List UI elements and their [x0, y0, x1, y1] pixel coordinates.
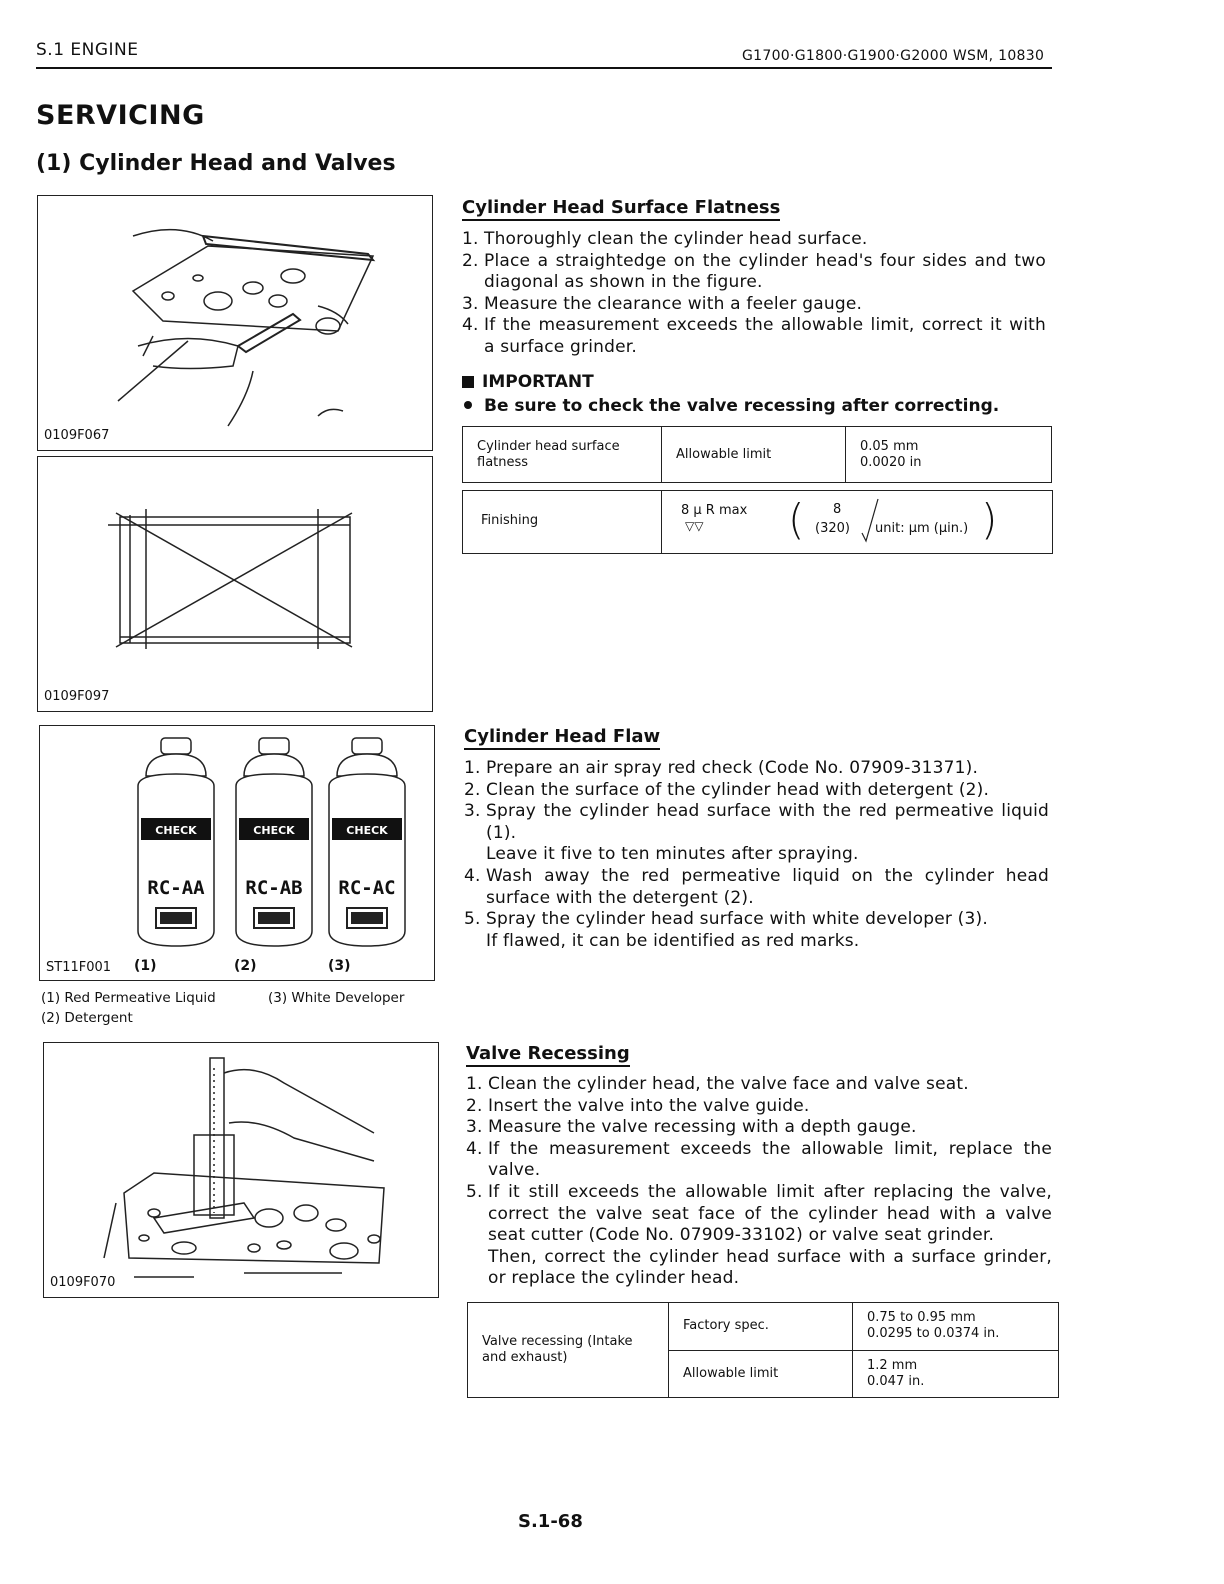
depth-gauge-illustration — [44, 1043, 438, 1297]
table-row — [463, 427, 1052, 483]
can-name: RC-AB — [245, 877, 303, 899]
list-item — [466, 1074, 1052, 1096]
step-text: If it still exceeds the allowable limit after replacing the valve, correct the valve seat face of the cylinder head with a valve seat cutter (Code No. 07909-33102) or valve seat grinder. — [488, 1181, 1052, 1246]
step-text: Prepare an air spray red check (Code No. 07909-31371). — [486, 758, 979, 778]
step-text: Spray the cylinder head surface with the red permeative liquid (1). — [486, 801, 1049, 843]
bullet-icon — [464, 401, 472, 409]
can-brand: CHECK — [155, 824, 197, 837]
step-number: 3. — [462, 293, 479, 314]
section-title-recessing: Valve Recessing — [466, 1043, 630, 1067]
spray-can — [138, 738, 214, 946]
finishing-unit: unit: μm (μin.) — [875, 521, 969, 536]
step-number: 3. — [466, 1117, 483, 1138]
step-number: 1. — [464, 758, 481, 778]
important-note — [462, 396, 999, 416]
step-text: If the measurement exceeds the allowable limit, replace the valve. — [488, 1138, 1052, 1181]
can-label-1: (1) — [134, 958, 157, 974]
value-mm: 0.05 mm — [860, 438, 919, 454]
header-rule — [36, 67, 1052, 69]
figure-code: 0109F067 — [44, 428, 110, 443]
step-text: Thoroughly clean the cylinder head surface. — [484, 229, 868, 249]
list-item — [464, 801, 1049, 866]
step-text: Clean the surface of the cylinder head with detergent (2). — [486, 779, 990, 800]
recessing-steps — [466, 1074, 1052, 1290]
can-name: RC-AC — [338, 877, 396, 899]
list-item — [462, 315, 1046, 358]
spray-can — [329, 738, 405, 946]
flatness-steps — [462, 229, 1046, 359]
step-note: Then, correct the cylinder head surface with a surface grinder, or replace the cylinder head. — [488, 1246, 1052, 1289]
legend-item: (1) Red Permeative Liquid — [41, 990, 216, 1006]
list-item — [462, 251, 1046, 294]
step-note: Leave it five to ten minutes after spraying. — [486, 844, 859, 865]
open-paren-icon: ( — [788, 495, 805, 544]
close-paren-icon: ) — [981, 495, 998, 544]
spray-cans-illustration — [40, 726, 434, 980]
section-header: S.1 ENGINE — [36, 40, 139, 60]
figure-spray-cans — [39, 725, 435, 981]
step-number: 2. — [466, 1095, 483, 1116]
figure-measuring-pattern — [37, 456, 433, 712]
table-cell — [853, 1303, 1059, 1351]
list-item — [466, 1182, 1052, 1290]
straightedge-feeler-gauge-illustration — [38, 196, 432, 450]
value-mm: 1.2 mm — [867, 1357, 918, 1373]
legend-item: (3) White Developer — [268, 990, 405, 1006]
step-number: 1. — [466, 1074, 483, 1094]
figure-code: 0109F070 — [50, 1275, 116, 1290]
list-item — [464, 758, 1049, 780]
figure-depth-gauge — [43, 1042, 439, 1298]
list-item — [464, 866, 1049, 909]
step-text: Wash away the red permeative liquid on the cylinder head surface with the detergent (2). — [486, 865, 1049, 908]
step-number: 3. — [464, 801, 481, 822]
section-title-flaw: Cylinder Head Flaw — [464, 726, 660, 750]
section-title-flatness: Cylinder Head Surface Flatness — [462, 197, 780, 221]
table-divider — [661, 491, 662, 553]
step-number: 4. — [466, 1138, 483, 1159]
finishing-table — [462, 490, 1053, 554]
list-item — [464, 909, 1049, 952]
list-item — [466, 1139, 1052, 1182]
page-subtitle: (1) Cylinder Head and Valves — [36, 151, 396, 176]
finishing-num-top: 8 — [833, 502, 842, 517]
list-item — [464, 780, 1049, 802]
step-text: Measure the valve recessing with a depth gauge. — [488, 1117, 917, 1138]
figure-code: ST11F001 — [46, 960, 112, 975]
step-number: 4. — [462, 315, 479, 336]
finishing-rmax: 8 μ R max — [681, 503, 748, 518]
table-cell — [846, 427, 1052, 483]
manual-identifier: G1700·G1800·G1900·G2000 WSM, 10830 — [742, 48, 1045, 64]
can-label-3: (3) — [328, 958, 351, 974]
step-number: 1. — [462, 229, 479, 249]
figure-straightedge — [37, 195, 433, 451]
step-text: Place a straightedge on the cylinder head's four sides and two diagonal as shown in the figure. — [484, 250, 1046, 293]
page-number: S.1-68 — [518, 1511, 583, 1532]
step-number: 4. — [464, 865, 481, 886]
table-cell: Cylinder head surface flatness — [463, 427, 662, 483]
step-text: Measure the clearance with a feeler gauge. — [484, 293, 863, 314]
list-item — [466, 1096, 1052, 1118]
legend-item: (2) Detergent — [41, 1010, 133, 1026]
table-cell — [853, 1350, 1059, 1398]
table-cell: Allowable limit — [662, 427, 846, 483]
can-brand: CHECK — [253, 824, 295, 837]
value-in: 0.047 in. — [867, 1373, 925, 1389]
spray-can — [236, 738, 312, 946]
step-number: 5. — [466, 1181, 483, 1202]
table-row — [468, 1303, 1059, 1351]
step-number: 2. — [462, 250, 479, 271]
step-text: Insert the valve into the valve guide. — [488, 1095, 810, 1116]
step-text: If the measurement exceeds the allowable limit, correct it with a surface grinder. — [484, 315, 1046, 357]
table-cell: Factory spec. — [669, 1303, 853, 1351]
figure-code: 0109F097 — [44, 689, 110, 704]
value-mm: 0.75 to 0.95 mm — [867, 1310, 976, 1326]
can-name: RC-AA — [147, 877, 205, 899]
can-label-2: (2) — [234, 958, 257, 974]
step-number: 5. — [464, 909, 481, 930]
recessing-spec-table — [467, 1302, 1059, 1398]
value-in: 0.0295 to 0.0374 in. — [867, 1326, 1000, 1342]
square-bullet-icon — [462, 376, 474, 388]
important-label: IMPORTANT — [482, 372, 594, 392]
can-brand: CHECK — [346, 824, 388, 837]
list-item — [466, 1117, 1052, 1139]
step-number: 2. — [464, 779, 481, 800]
step-text: Clean the cylinder head, the valve face and valve seat. — [488, 1074, 969, 1094]
step-text: Spray the cylinder head surface with white developer (3). — [486, 909, 988, 930]
table-cell: Valve recessing (Intake and exhaust) — [468, 1303, 669, 1398]
list-item — [462, 294, 1046, 316]
page-title: SERVICING — [36, 100, 205, 131]
measurement-pattern-diagram — [38, 457, 432, 711]
flaw-steps — [464, 758, 1049, 952]
finishing-label: Finishing — [481, 513, 539, 528]
table-cell: Allowable limit — [669, 1350, 853, 1398]
flatness-spec-table — [462, 426, 1052, 483]
finishing-symbol: ▽▽ — [685, 519, 704, 533]
step-note: If flawed, it can be identified as red marks. — [486, 930, 860, 951]
value-in: 0.0020 in — [860, 454, 922, 470]
important-heading — [462, 372, 594, 392]
list-item — [462, 229, 1046, 251]
important-text: Be sure to check the valve recessing after correcting. — [484, 396, 1000, 416]
finishing-num-bottom: (320) — [815, 521, 850, 536]
